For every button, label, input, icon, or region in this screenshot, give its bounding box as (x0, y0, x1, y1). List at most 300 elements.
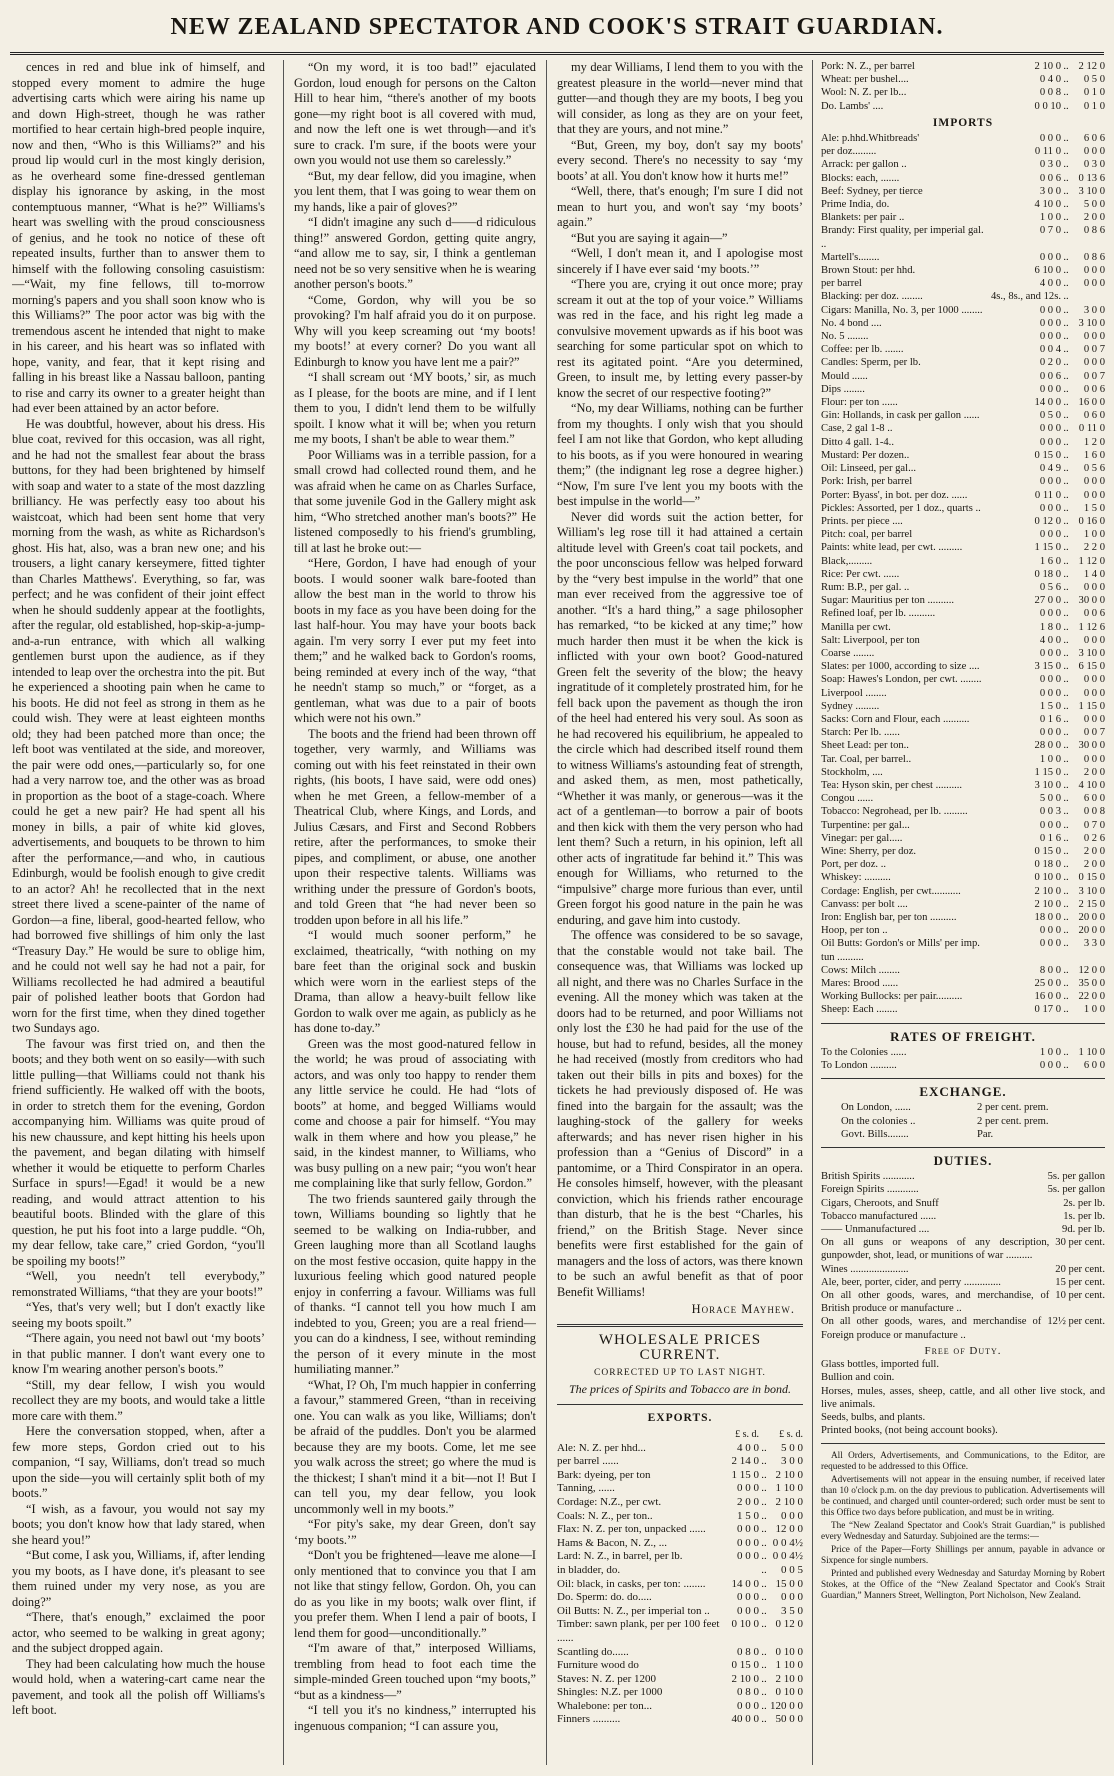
column-2 (283, 60, 536, 1765)
price-low: 1 0 0 (1039, 1046, 1061, 1058)
price-low: 0 8 0 (737, 1686, 759, 1699)
price-item: Cordage: English, per cwt........... (821, 885, 961, 897)
price-low: 0 1 6 (1039, 832, 1061, 844)
price-separator: .. (761, 1577, 767, 1590)
price-row (821, 541, 1105, 554)
paragraph: “But come, I ask you, Williams, if, after lending you my boots, as I have done, it's pleasant to see them ruined under my very nose, as you are doing?” (12, 1548, 265, 1609)
price-high: 0 2 6 (1083, 832, 1105, 844)
price-row (557, 1686, 803, 1700)
price-row (557, 1591, 803, 1605)
free-item: Printed books, (not being account books). (821, 1425, 998, 1437)
price-item: Sydney ......... (821, 700, 880, 712)
rate-value: 9d. per lb. (1062, 1224, 1105, 1236)
price-high: 0 11 0 (1078, 423, 1105, 435)
price-row (821, 581, 1105, 594)
price-low: 2 10 0 (1034, 61, 1061, 72)
currency-header: £ s. d. (779, 1429, 803, 1440)
price-item: Tobacco: Negrohead, per lb. ......... (821, 806, 968, 818)
notice-paragraph: The “New Zealand Spectator and Cook's Strait Guardian,” is published every Wednesday and Saturday. Subjoined are the terms:— (821, 1520, 1105, 1542)
price-low: 27 0 0 (1034, 595, 1061, 607)
rate-label: On London, ...... (841, 1102, 911, 1114)
price-high: 4 10 0 (1078, 779, 1105, 791)
price-separator: .. (1063, 542, 1069, 554)
price-row (821, 726, 1105, 739)
price-high: 1 10 0 (775, 1482, 803, 1495)
price-separator: .. (1063, 489, 1069, 501)
price-row (821, 713, 1105, 726)
price-low (725, 1564, 759, 1578)
price-separator: .. (1063, 845, 1069, 857)
price-low: 1 0 0 (1039, 212, 1061, 224)
price-separator: .. (1063, 212, 1069, 224)
price-high: 35 0 0 (1078, 978, 1105, 990)
price-high: 1 12 6 (1078, 621, 1105, 633)
price-row (821, 937, 1105, 963)
price-high: 120 0 0 (770, 1699, 803, 1712)
free-item: Horses, mules, asses, sheep, cattle, and all other live stock, and live animals. (821, 1385, 1105, 1410)
price-separator: .. (1063, 199, 1069, 211)
price-item: Sacks: Corn and Flour, each .......... (821, 713, 970, 725)
price-low: 1 15 0 (1034, 542, 1061, 554)
price-low: 18 0 0 (1034, 912, 1061, 923)
price-high: 1 4 0 (1083, 568, 1105, 580)
price-separator: .. (1063, 964, 1069, 976)
price-high: 0 13 6 (1078, 172, 1105, 184)
price-item: Rum: B.P., per gal. .. (821, 581, 910, 593)
price-low: 0 5 6 (1039, 581, 1061, 593)
price-separator: .. (1063, 1004, 1069, 1016)
price-high: 6 15 0 (1078, 661, 1105, 673)
price-low: 4 0 0 (1039, 278, 1061, 290)
price-separator: .. (761, 1645, 767, 1658)
rate-label: On all guns or weapons of any description, gunpowder, shot, lead, or munitions of war .......... (821, 1237, 1050, 1262)
freight-table (821, 1046, 1105, 1072)
price-separator: .. (761, 1713, 767, 1726)
price-low: 0 0 0 (1039, 331, 1061, 343)
price-row (821, 462, 1105, 475)
price-high: 0 0 0 (1083, 331, 1105, 343)
price-row (821, 647, 1105, 660)
price-low: 0 0 4 (1039, 344, 1061, 356)
price-separator: .. (761, 1563, 767, 1576)
price-high: 0 0 0 (1083, 476, 1105, 488)
price-low: 1 15 0 (731, 1468, 759, 1481)
price-high: 0 0 7 (1083, 727, 1105, 739)
price-row (821, 594, 1105, 607)
price-separator: .. (761, 1455, 767, 1468)
price-low: 0 15 0 (1034, 845, 1061, 857)
price-row (821, 370, 1105, 383)
price-item: Blankets: per pair .. (821, 212, 905, 224)
price-separator: .. (761, 1604, 767, 1617)
price-separator: .. (1063, 383, 1069, 395)
price-low: 2 0 0 (737, 1495, 759, 1508)
price-high: 0 0 6 (1083, 608, 1105, 620)
price-high: 2 15 0 (1078, 898, 1105, 910)
divider (821, 1023, 1105, 1024)
price-separator: .. (1063, 806, 1069, 818)
price-row (821, 60, 1105, 73)
rate-value: 10 per cent. (1055, 1290, 1105, 1302)
price-high: 0 0 7 (1083, 344, 1105, 356)
price-low: 0 0 0 (1039, 502, 1061, 514)
rate-row (821, 1170, 1105, 1183)
price-item: Flax: N. Z. per ton, unpacked ...... (557, 1523, 706, 1536)
price-row (821, 977, 1105, 990)
price-row (821, 1003, 1105, 1016)
price-high: 12 0 0 (1078, 964, 1105, 976)
price-row (821, 475, 1105, 488)
paragraph: “For pity's sake, my dear Green, don't say ‘my boots.’” (294, 1517, 536, 1547)
rate-row (821, 1276, 1105, 1289)
price-item: Hams & Bacon, N. Z., ... (557, 1536, 667, 1549)
price-low: 16 0 0 (1034, 991, 1061, 1003)
price-low: 0 0 0 (737, 1604, 759, 1617)
price-item: Pickles: Assorted, per 1 doz., quarts .. (821, 502, 981, 514)
price-separator: .. (1063, 61, 1069, 72)
price-separator: .. (1063, 925, 1069, 937)
price-separator: .. (761, 1591, 767, 1604)
duties-list (821, 1170, 1105, 1342)
rate-value: 30 per cent. (1055, 1237, 1105, 1249)
price-item: Brandy: First quality, per imperial gal. .. (821, 225, 984, 250)
price-row (821, 528, 1105, 541)
price-row (557, 1618, 803, 1645)
price-high: 5 0 0 (1083, 199, 1105, 211)
price-separator: .. (1063, 912, 1069, 923)
price-item: Ditto 4 gall. 1-4.. (821, 436, 894, 448)
column-3-story (557, 60, 803, 1300)
price-row (821, 1046, 1105, 1059)
free-item: Seeds, bulbs, and plants. (821, 1411, 926, 1423)
rate-label: Wines ...................... (821, 1263, 909, 1275)
price-separator: .. (1063, 978, 1069, 990)
price-low: 0 18 0 (1034, 859, 1061, 871)
price-row (557, 1469, 803, 1483)
paragraph: “Yes, that's very well; but I don't exactly like seeing my boots spoilt.” (12, 1300, 265, 1330)
price-item: Vinegar: per gal..... (821, 832, 903, 844)
price-high: 5 0 0 (781, 1441, 803, 1454)
exchange-heading: EXCHANGE. (919, 1084, 1007, 1100)
price-item: Rice: Per cwt. ...... (821, 568, 900, 580)
rate-value: 2 per cent. prem. (977, 1102, 1049, 1114)
duties-heading: DUTIES. (933, 1153, 993, 1169)
price-low: 1 0 0 (1039, 753, 1061, 765)
price-low: 1 6 0 (1039, 555, 1061, 567)
rate-label: —— Unmanufactured .... (821, 1224, 930, 1236)
price-row (821, 86, 1105, 99)
price-item: Canvass: per bolt .... (821, 898, 908, 910)
price-separator: .. (1063, 700, 1069, 712)
price-low: 1 5 0 (1039, 700, 1061, 712)
price-low: 2 10 0 (1034, 898, 1061, 910)
price-low: 0 0 0 (1039, 304, 1061, 316)
paragraph: “But you are saying it again—” (571, 230, 728, 245)
rate-label: Govt. Bills........ (841, 1128, 909, 1140)
price-separator: .. (1063, 529, 1069, 541)
price-row (557, 1442, 803, 1456)
price-item: Pork: N. Z., per barrel (821, 61, 915, 72)
price-high: 1 5 0 (1083, 502, 1105, 514)
imports-heading: IMPORTS (932, 116, 994, 129)
price-high: 2 2 0 (1083, 542, 1105, 554)
price-row (821, 264, 1105, 277)
price-row (557, 1646, 803, 1660)
price-item: per doz......... (821, 146, 877, 158)
price-separator: .. (761, 1659, 767, 1672)
price-high: 1 2 0 (1083, 436, 1105, 448)
price-row (557, 1700, 803, 1714)
price-separator: .. (761, 1686, 767, 1699)
price-high: 2 0 0 (1083, 212, 1105, 224)
price-low: 0 0 0 (1039, 529, 1061, 541)
price-separator: .. (761, 1523, 767, 1536)
author-signature: Horace Mayhew. (691, 1302, 795, 1316)
price-high: 20 0 0 (1078, 925, 1105, 937)
price-row (821, 304, 1105, 317)
price-row (557, 1673, 803, 1687)
price-low: 0 0 0 (1039, 925, 1061, 937)
price-item: Prime India, do. (821, 199, 890, 211)
divider (821, 1078, 1105, 1079)
price-item: Coarse ........ (821, 647, 875, 659)
price-separator: .. (1063, 727, 1069, 739)
price-low: 0 17 0 (1034, 1004, 1061, 1016)
price-high: 0 0 0 (1083, 489, 1105, 501)
price-high: 0 0 0 (1083, 753, 1105, 765)
price-low: 0 4 9 (1039, 463, 1061, 475)
price-item: Cordage: N.Z., per cwt. (557, 1495, 662, 1508)
price-separator: .. (761, 1536, 767, 1549)
price-high: 0 6 0 (1083, 410, 1105, 422)
price-item: Starch: Per lb. ...... (821, 727, 900, 739)
price-low: 14 0 0 (1034, 397, 1061, 409)
price-item: Arrack: per gallon .. (821, 159, 907, 171)
currency-header: £ s. d. (735, 1429, 759, 1440)
price-row (821, 185, 1105, 198)
paragraph: “I shall scream out ‘MY boots,’ sir, as much as I please, for the boots are mine, and if I lent them to you, I didn't lend them to be wilfully spoilt. I know what it will be; when you return me my boots, I shan't be able to wear them.” (294, 370, 536, 446)
rate-label: Cigars, Cheroots, and Snuff (821, 1197, 939, 1209)
rate-label: On all other goods, wares, and merchandise, of British produce or manufacture .. (821, 1290, 1050, 1315)
notice-paragraph: All Orders, Advertisements, and Communications, to the Editor, are requested to be addressed to this Office. (821, 1450, 1105, 1472)
price-low: 0 7 0 (1039, 225, 1061, 237)
price-separator: .. (1063, 370, 1069, 382)
price-item: Iron: English bar, per ton .......... (821, 912, 957, 923)
price-high: 3 0 0 (781, 1455, 803, 1468)
price-low: 0 0 0 (1039, 727, 1061, 739)
price-high: 0 0 0 (1083, 687, 1105, 699)
free-of-duty-heading: Free of Duty. (924, 1344, 1002, 1357)
price-separator: .. (1063, 133, 1069, 145)
price-item: Tanning, ...... (557, 1482, 615, 1495)
price-high: 0 15 0 (1078, 872, 1105, 884)
price-row (821, 449, 1105, 462)
price-row (557, 1564, 803, 1578)
column-4 (812, 60, 1105, 1765)
price-low: 0 0 0 (1039, 476, 1061, 488)
rate-label: Ale, beer, porter, cider, and perry .............. (821, 1276, 1001, 1288)
price-low: 0 0 0 (1039, 647, 1061, 659)
price-separator: .. (1063, 410, 1069, 422)
price-low: 0 0 0 (1039, 423, 1061, 435)
divider (821, 1443, 1105, 1444)
notice-paragraph: Advertisements will not appear in the ensuing number, if received later than 10 o'clock p.m. on the day previous to publication. Advertisements will be continued, and charged until counter-ordered; such order must be sent to this Office two days before publication, and must be in writing. (821, 1474, 1105, 1518)
price-separator: .. (1063, 621, 1069, 633)
price-item: Paints: white lead, per cwt. ......... (821, 542, 963, 554)
price-high: 0 0 0 (1083, 581, 1105, 593)
price-high: 3 5 0 (781, 1604, 803, 1617)
price-row (821, 964, 1105, 977)
price-separator: .. (1063, 1060, 1069, 1072)
price-separator: .. (761, 1699, 767, 1712)
price-low: 0 0 6 (1039, 370, 1061, 382)
price-low: 0 2 0 (1039, 357, 1061, 369)
rate-label: British Spirits ............ (821, 1171, 915, 1183)
publisher-notices (821, 1450, 1105, 1601)
price-row (821, 898, 1105, 911)
price-separator: .. (1063, 779, 1069, 791)
price-item: Scantling do...... (557, 1645, 629, 1658)
price-item: Lard: N. Z., in barrel, per lb. (557, 1550, 683, 1563)
notice-paragraph: Printed and published every Wednesday and Saturday Morning by Robert Stokes, at the Office of the “New Zealand Spectator and Cook's Strait Guardian,” Manners Street, Wellington, Port Nicholson, New Zealand. (821, 1568, 1105, 1601)
price-row (821, 819, 1105, 832)
price-separator: .. (1063, 159, 1069, 171)
rate-row (821, 1315, 1105, 1341)
price-low: 25 0 0 (1034, 978, 1061, 990)
price-separator: .. (1063, 647, 1069, 659)
paragraph: “Come, Gordon, why will you be so provoking? I'm half afraid you do it on purpose. Why will you keep screaming out ‘my boots! my boots!’ at every corner? Do you want all Edinburgh to know you have lent me a pair?” (294, 292, 536, 369)
paragraph: “What, I? Oh, I'm much happier in conferring a favour,” stammered Green, “than in receiving one. You can walk as you like, Williams; don't be afraid of the puddles. Don't you be alarmed because they are my boots. Come, let me see you walk across the street; go where the mud is the thickest; I shan't mind it a bit—not I! But I can tell you, my dear fellow, you look uncommonly well in my boots.” (294, 1377, 536, 1516)
price-high: 1 10 0 (1078, 1046, 1105, 1058)
price-separator: .. (1063, 674, 1069, 686)
price-low: 0 10 0 (731, 1618, 759, 1631)
price-separator: .. (1063, 713, 1069, 725)
price-row (557, 1510, 803, 1524)
imports-table (821, 132, 1105, 1017)
paragraph: “I would much sooner perform,” he exclaimed, theatrically, “with nothing on my bare feet than the original sock and buskin which were worn in the earliest steps of the Drama, than allow a heavy-built fellow like Gordon to walk over me again, as publicly as he has done to-day.” (294, 928, 536, 1035)
price-high: 1 15 0 (1078, 700, 1105, 712)
price-high: 30 0 0 (1078, 595, 1105, 607)
paragraph: “Still, my dear fellow, I wish you would recollect they are my boots, and would take a little more care with them.” (12, 1377, 265, 1423)
price-item: Sheet Lead: per ton.. (821, 740, 909, 752)
price-high: 0 0 4½ (772, 1536, 803, 1549)
rate-value: 20 per cent. (1055, 1263, 1105, 1275)
price-separator: .. (1063, 331, 1069, 343)
price-low: 0 15 0 (731, 1659, 759, 1672)
currency-header-row (557, 1428, 803, 1442)
price-row (821, 700, 1105, 713)
notice-paragraph: Price of the Paper—Forty Shillings per annum, payable in advance or Sixpence for single numbers. (821, 1544, 1105, 1566)
price-item: Pitch: coal, per barrel (821, 529, 913, 541)
price-low: 0 0 0 (1039, 687, 1061, 699)
price-high: 1 0 0 (1083, 1004, 1105, 1016)
price-item: To London .......... (821, 1060, 897, 1072)
price-item: Prints. per piece .... (821, 515, 903, 527)
price-item: Salt: Liverpool, per ton (821, 634, 920, 646)
column-3 (546, 60, 803, 1765)
price-high: 0 0 6 (1083, 383, 1105, 395)
price-separator: .. (1063, 832, 1069, 844)
price-row (821, 158, 1105, 171)
price-row (821, 356, 1105, 369)
price-separator: .. (1063, 885, 1069, 897)
price-row (821, 990, 1105, 1003)
divider (557, 1324, 803, 1327)
price-item: Timber: sawn plank, per per 100 feet ...... (557, 1618, 720, 1644)
price-separator: .. (1063, 423, 1069, 435)
price-item: Liverpool ........ (821, 687, 887, 699)
price-item: Beef: Sydney, per tierce (821, 185, 923, 197)
price-item: Sugar: Mauritius per ton .......... (821, 595, 954, 607)
column-1 (12, 60, 265, 1765)
rate-value: Par. (977, 1128, 994, 1140)
price-high: 20 0 0 (1078, 912, 1105, 923)
price-item: Oil: Linseed, per gal... (821, 463, 917, 475)
price-separator: .. (1063, 463, 1069, 475)
price-high: 2 0 0 (1083, 845, 1105, 857)
paragraph: “But, Green, my boy, don't say my boots' every second. There's no necessity to say ‘my boots’ at all. You don't know how it hurts me!” (557, 137, 803, 183)
paragraph: “No, my dear Williams, nothing can be further from my thoughts. I only wish that you should feel I am not like that Gordon, who kept alluding to his boots, as if you were honoured in wearing them;” (the indignant leg rose a degree higher.) “Now, I'm sure I've lent you my boots with the best impulse in the world—” (557, 401, 803, 508)
price-item: Mould ...... (821, 370, 868, 382)
price-row (557, 1537, 803, 1551)
price-low: 1 15 0 (1034, 766, 1061, 778)
price-item: Manilla per cwt. (821, 621, 891, 633)
price-low: 0 0 0 (1039, 674, 1061, 686)
price-item: Dips ........ (821, 383, 865, 395)
price-row (821, 673, 1105, 686)
price-separator: .. (1063, 449, 1069, 461)
price-separator: .. (1063, 740, 1069, 752)
rate-row (841, 1101, 1105, 1114)
price-item: Bark: dyeing, per ton (557, 1468, 651, 1481)
paragraph: The favour was first tried on, and then the boots; and they both went on so easily—with such little pulling—that Williams could not thank his friend sufficiently. He walked off with the boots, in order to stretch them for the evening, Gordon accompanying him. Williams was quite proud of his new chaussure, and kept hitting his heels upon the pavement, and began dilating with himself whether it would be etiquette to perform Charles Surface in spurs!—Egad! it would be a new reading, and would attract attention to his beautiful boots. Blinded with the glare of this question, he put his foot into a large puddle. “Oh, my dear fellow, take care,” cried Gordon, “you'll be spoiling my boots!” (12, 1036, 265, 1268)
exports-heading: EXPORTS. (647, 1411, 713, 1424)
price-low: 0 0 0 (1039, 383, 1061, 395)
price-low: 0 0 0 (1039, 938, 1061, 950)
rate-row (841, 1115, 1105, 1128)
price-item: Do. Sperm: do. do..... (557, 1591, 652, 1604)
price-item: Congou ...... (821, 793, 874, 805)
price-item: Furniture wood do (557, 1659, 639, 1672)
price-low: 3 10 0 (1034, 779, 1061, 791)
price-item: Slates: per 1000, according to size .... (821, 661, 980, 673)
price-high: 30 0 0 (1078, 740, 1105, 752)
paragraph: “There you are, crying it out once more; pray scream it out at the top of your voice.” Williams was red in the face, and his right leg made a convulsive movement upwards as if his boot was searching for some particular spot on which to rest its agitated point. “Are you determined, Green, to insult me, by letting every passer-by know the secret of our respective footing?” (557, 277, 803, 400)
price-low: 1 5 0 (737, 1509, 759, 1522)
paragraph: The offence was considered to be so savage, that the constable would not take bail. The consequence was, that Williams was locked up all night, and there was no Charles Surface in the evening. All the money which was taken at the doors had to be returned, and poor Williams not only lost the £30 he had paid for the use of the house, but had to refund, besides, all the money he had received (mostly from creditors who had taken out their bills in pits and boxes) for the tickets he had previously disposed of. He was fined into the bargain for the assault; was the laughing-stock of the gallery for weeks afterwards; and has never risen higher in his profession than a “Genius of Discord” in a pantomime, or a Third Conspirator in an opera. He consoles himself, however, with the pleasant conviction, which his friends rather encourage than disturb, that he is the best “Charles, his friend,” on the British Stage. Never since benefits were first established for the gain of managers and the loss of actors, was there known to be such an awful benefit as that of poor Benefit Williams! (557, 928, 803, 1299)
price-low: 6 10 0 (1034, 265, 1061, 277)
price-low: 0 0 0 (737, 1523, 759, 1536)
price-separator: .. (761, 1495, 767, 1508)
price-low: 28 0 0 (1034, 740, 1061, 752)
price-separator: .. (1063, 581, 1069, 593)
price-row (821, 515, 1105, 528)
price-row (821, 198, 1105, 211)
price-separator: .. (1063, 634, 1069, 646)
price-separator: .. (1063, 357, 1069, 369)
price-item: Black,......... (821, 555, 873, 567)
price-separator: .. (1063, 991, 1069, 1003)
price-row (821, 792, 1105, 805)
price-row (557, 1482, 803, 1496)
price-high (1071, 290, 1105, 303)
price-high: 22 0 0 (1078, 991, 1105, 1003)
price-item: Working Bullocks: per pair.......... (821, 991, 963, 1003)
rate-label: Tobacco manufactured ...... (821, 1210, 937, 1222)
price-separator: .. (761, 1482, 767, 1495)
price-separator: .. (1063, 278, 1069, 290)
price-low: 14 0 0 (731, 1577, 759, 1590)
